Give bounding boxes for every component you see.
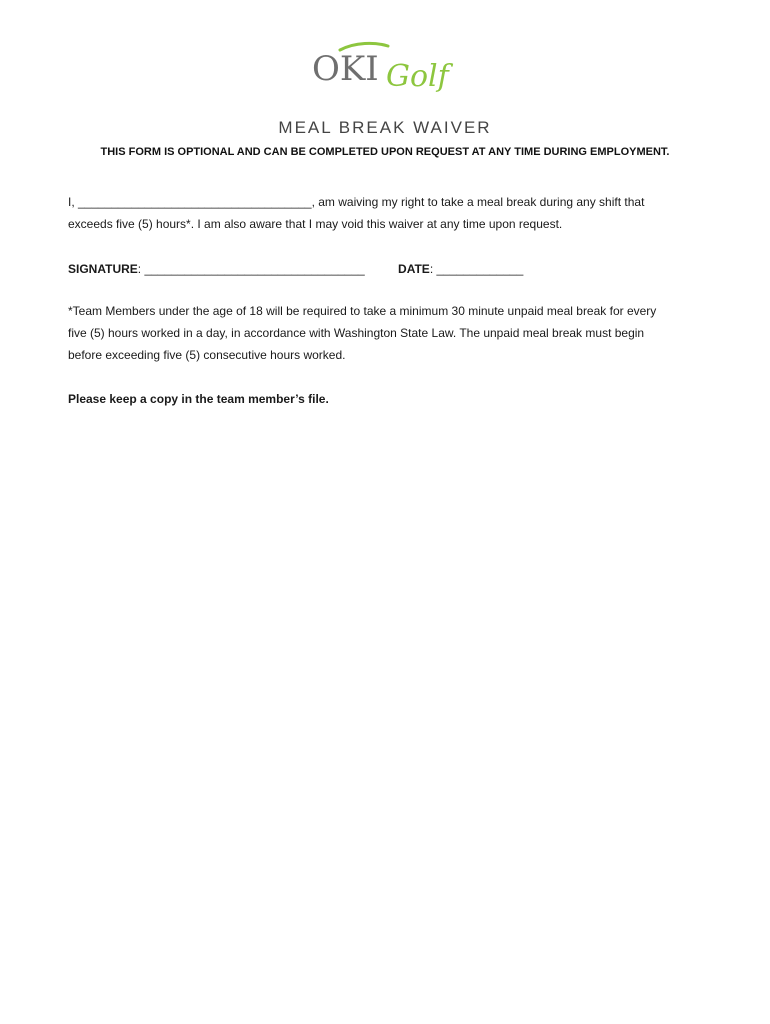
date-group	[398, 259, 523, 279]
date-field[interactable]: : _____________	[429, 262, 524, 276]
waiver-line-2: exceeds five (5) hours*. I am also aware that I may void this waiver at any time upon request.	[68, 217, 563, 231]
signature-field[interactable]: : _________________________________	[137, 262, 365, 276]
logo-text-oki: OKI	[312, 49, 379, 89]
note-line-2: five (5) hours worked in a day, in accordance with Washington State Law. The unpaid meal break must begin	[68, 326, 645, 340]
oki-golf-logo	[300, 36, 470, 106]
waiver-statement	[68, 191, 708, 235]
date-label: DATE	[398, 262, 430, 276]
age-requirement-note	[68, 300, 708, 366]
signature-label: SIGNATURE	[68, 262, 138, 276]
signature-row	[68, 259, 708, 279]
logo-graphic	[300, 36, 470, 106]
page-title: MEAL BREAK WAIVER	[278, 118, 492, 137]
footer-note: Please keep a copy in the team member’s file.	[68, 392, 329, 406]
note-line-1: *Team Members under the age of 18 will be required to take a minimum 30 minute unpaid meal break for every	[68, 304, 657, 318]
note-line-3: before exceeding five (5) consecutive hours worked.	[68, 348, 346, 362]
page-subtitle: THIS FORM IS OPTIONAL AND CAN BE COMPLETED UPON REQUEST AT ANY TIME DURING EMPLOYMENT.	[100, 146, 670, 158]
logo-text-golf: Golf	[386, 59, 449, 94]
waiver-line-1: I, ___________________________________, am waiving my right to take a meal break during any shift that	[68, 195, 645, 209]
